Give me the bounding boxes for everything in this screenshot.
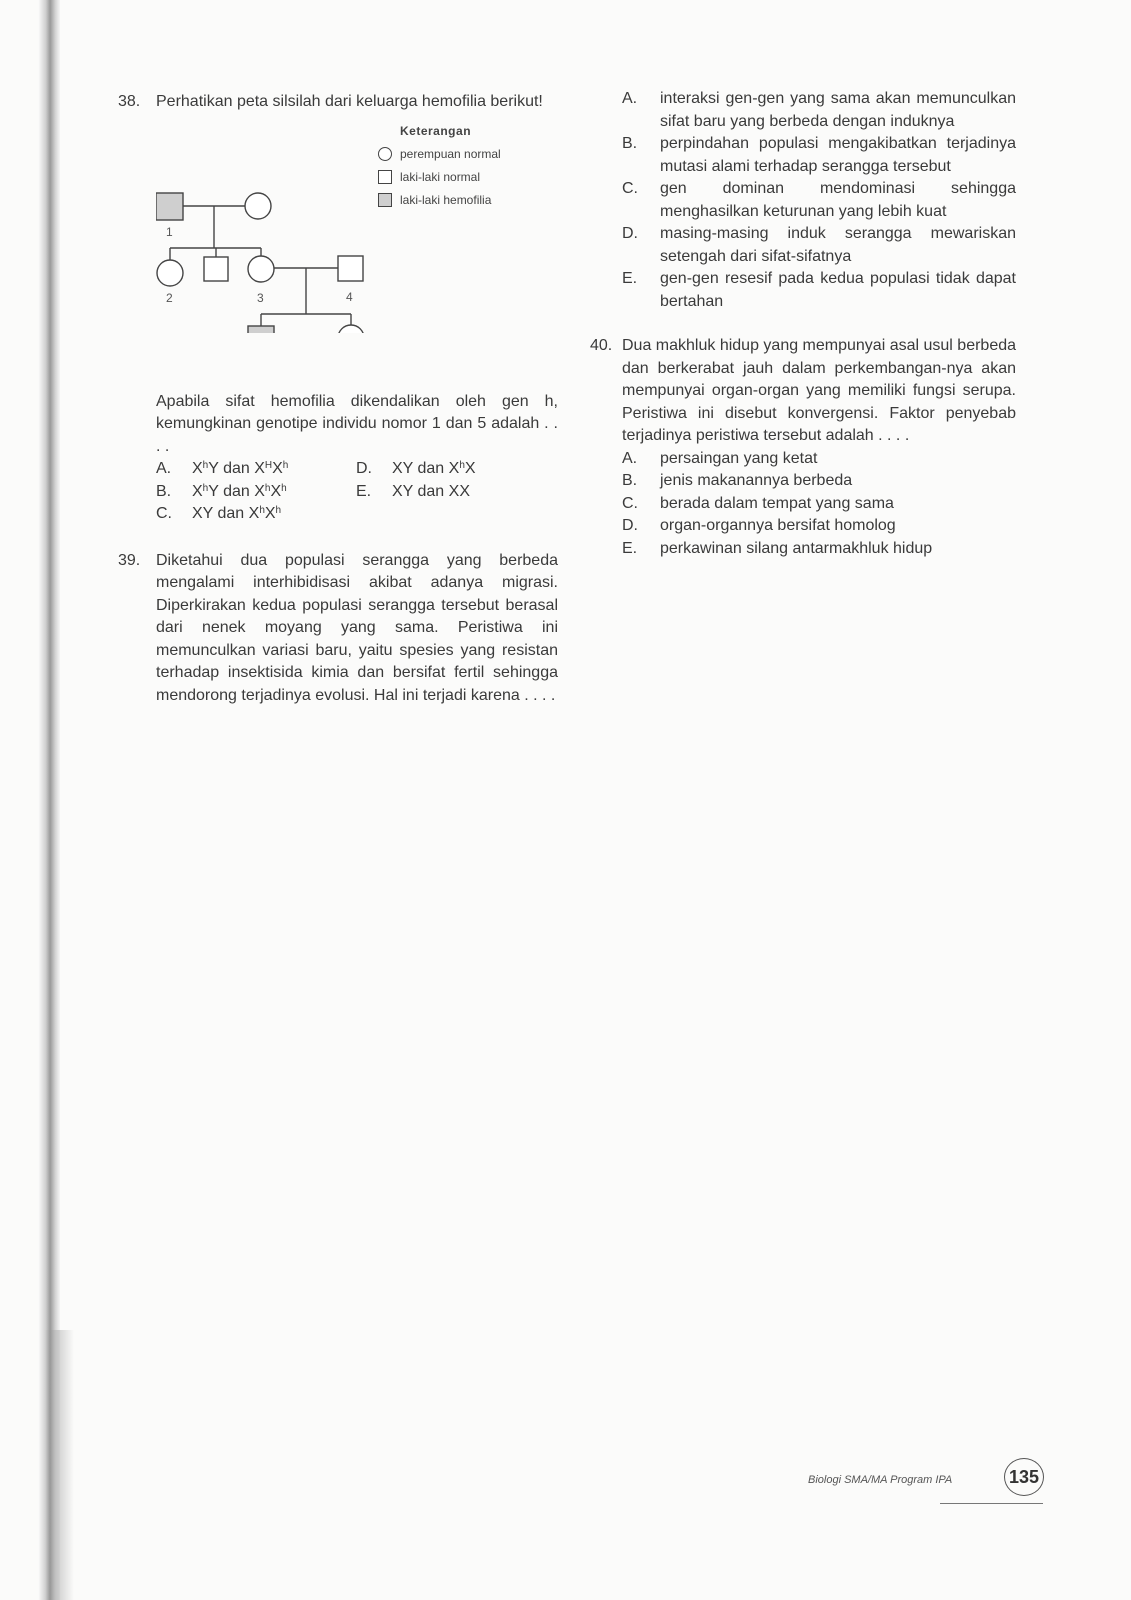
page-binding-shadow-lower xyxy=(44,1330,74,1600)
legend-label: laki-laki hemofilia xyxy=(400,192,492,207)
filled-square-icon xyxy=(378,193,392,207)
individual-normal-male-gen2 xyxy=(204,257,228,281)
legend-label: perempuan normal xyxy=(400,146,501,161)
answer-options xyxy=(156,458,558,526)
option-text: $X^hY$ dan $X^hX^h$ xyxy=(192,482,287,500)
question-40 xyxy=(590,335,1016,560)
option-text: XY dan $X^hX^h$ xyxy=(192,505,282,522)
question-38 xyxy=(118,91,558,526)
pedigree-legend xyxy=(378,120,501,212)
right-column xyxy=(590,88,1017,560)
option-text: XY dan $X^hX$ xyxy=(392,460,476,477)
answer-option[interactable] xyxy=(622,133,1016,178)
circle-icon xyxy=(378,147,392,161)
answer-option[interactable] xyxy=(622,493,1016,516)
option-letter: C. xyxy=(622,494,638,512)
answer-option[interactable] xyxy=(156,481,356,504)
legend-title: Keterangan xyxy=(400,123,472,138)
option-letter: A. xyxy=(622,90,638,107)
option-letter: E. xyxy=(622,270,638,287)
option-text: gen dominan mendominasi sehingga menghasilkan keturunan yang lebih kuat xyxy=(660,180,1016,220)
footer-book-title: Biologi SMA/MA Program IPA xyxy=(808,1474,953,1486)
option-text: gen-gen resesif pada kedua populasi tidak dapat bertahan xyxy=(660,270,1016,310)
option-text: perkawinan silang antarmakhluk hidup xyxy=(660,539,933,557)
individual-1-affected-male xyxy=(156,193,183,220)
option-text: $X^hY$ dan $X^HX^h$ xyxy=(192,460,289,477)
answer-option[interactable] xyxy=(622,178,1016,223)
question-text: Apabila sifat hemofilia dikendalikan oleh gen h, kemungkinan genotipe individu nomor 1 dan 5 adalah . . . . xyxy=(156,392,558,455)
pedigree-number-2: 2 xyxy=(166,290,173,305)
option-text: jenis makanannya berbeda xyxy=(660,472,853,489)
legend-item xyxy=(378,143,501,166)
question-39 xyxy=(118,550,558,708)
page-number: 135 xyxy=(1004,1458,1044,1496)
question-40-options xyxy=(622,448,1016,561)
question-intro: Perhatikan peta silsilah dari keluarga hemofilia berikut! xyxy=(156,93,543,110)
individual-2-female xyxy=(157,260,183,286)
option-text: persaingan yang ketat xyxy=(660,449,818,467)
legend-item xyxy=(378,189,501,212)
option-letter: A. xyxy=(622,449,638,467)
pedigree-number-4: 4 xyxy=(346,289,353,304)
question-number: 38. xyxy=(118,93,141,110)
answer-option[interactable] xyxy=(356,481,556,504)
individual-5-female xyxy=(338,325,364,333)
pedigree-number-3: 3 xyxy=(257,290,264,305)
pedigree-chart xyxy=(156,118,376,333)
answer-option[interactable] xyxy=(622,88,1016,133)
option-text: organ-organnya bersifat homolog xyxy=(660,517,896,534)
option-letter: C. xyxy=(622,180,638,197)
question-text: Diketahui dua populasi serangga yang berbeda mengalami interhibidisasi akibat adanya migrasi. Diperkirakan kedua populasi serangga tersebut berasal dari nenek moyang yang sama. Peristiwa ini memunculkan variasi baru, yaitu spesies yang resistan terhadap insektisida kimia dan bersifat fertil sehingga mendorong terjadinya evolusi. Hal ini terjadi karena . . . . xyxy=(156,551,558,704)
legend-label: laki-laki normal xyxy=(400,169,481,184)
option-text: masing-masing induk serangga mewariskan setengah dari sifat-sifatnya xyxy=(660,225,1016,265)
option-letter: B. xyxy=(622,135,638,152)
square-icon xyxy=(378,170,392,184)
option-letter: E. xyxy=(622,539,638,557)
question-number: 39. xyxy=(118,551,141,569)
answer-option[interactable] xyxy=(622,223,1016,268)
answer-option[interactable] xyxy=(622,268,1016,313)
legend-item xyxy=(378,166,501,189)
answer-option[interactable] xyxy=(356,458,556,481)
option-letter: C. xyxy=(156,505,172,522)
option-text: XY dan XX xyxy=(392,482,470,500)
answer-option[interactable] xyxy=(622,515,1016,538)
option-letter: D. xyxy=(356,460,372,477)
question-number: 40. xyxy=(590,337,613,354)
option-letter: A. xyxy=(156,460,172,477)
option-letter: E. xyxy=(356,482,372,500)
option-text: interaksi gen-gen yang sama akan memunculkan sifat baru yang berbeda dengan induknya xyxy=(660,90,1016,130)
answer-option[interactable] xyxy=(622,448,1016,471)
option-text: perpindahan populasi mengakibatkan terjadinya mutasi alami terhadap serangga tersebut xyxy=(660,135,1016,175)
question-39-options xyxy=(622,88,1016,313)
individual-4-male xyxy=(338,256,363,281)
option-letter: B. xyxy=(156,482,172,500)
individual-female-gen1 xyxy=(245,193,271,219)
pedigree-number-1: 1 xyxy=(166,224,173,239)
answer-option[interactable] xyxy=(622,538,1016,561)
footer-rule xyxy=(940,1503,1043,1504)
answer-option[interactable] xyxy=(156,458,356,481)
individual-affected-male-gen3 xyxy=(248,326,274,333)
pedigree-diagram xyxy=(156,118,586,333)
answer-option[interactable] xyxy=(156,503,356,526)
left-column xyxy=(118,91,558,707)
option-letter: B. xyxy=(622,472,638,489)
option-letter: D. xyxy=(622,517,638,534)
option-text: berada dalam tempat yang sama xyxy=(660,494,894,512)
answer-option[interactable] xyxy=(622,470,1016,493)
individual-3-female xyxy=(248,256,274,282)
question-text: Dua makhluk hidup yang mempunyai asal usul berbeda dan berkerabat jauh dalam perkembangan-nya akan mempunyai organ-organ yang memiliki fungsi serupa. Peristiwa ini disebut konvergensi. Faktor penyebab terjadinya peristiwa tersebut adalah . . . . xyxy=(622,337,1017,444)
option-letter: D. xyxy=(622,225,638,242)
